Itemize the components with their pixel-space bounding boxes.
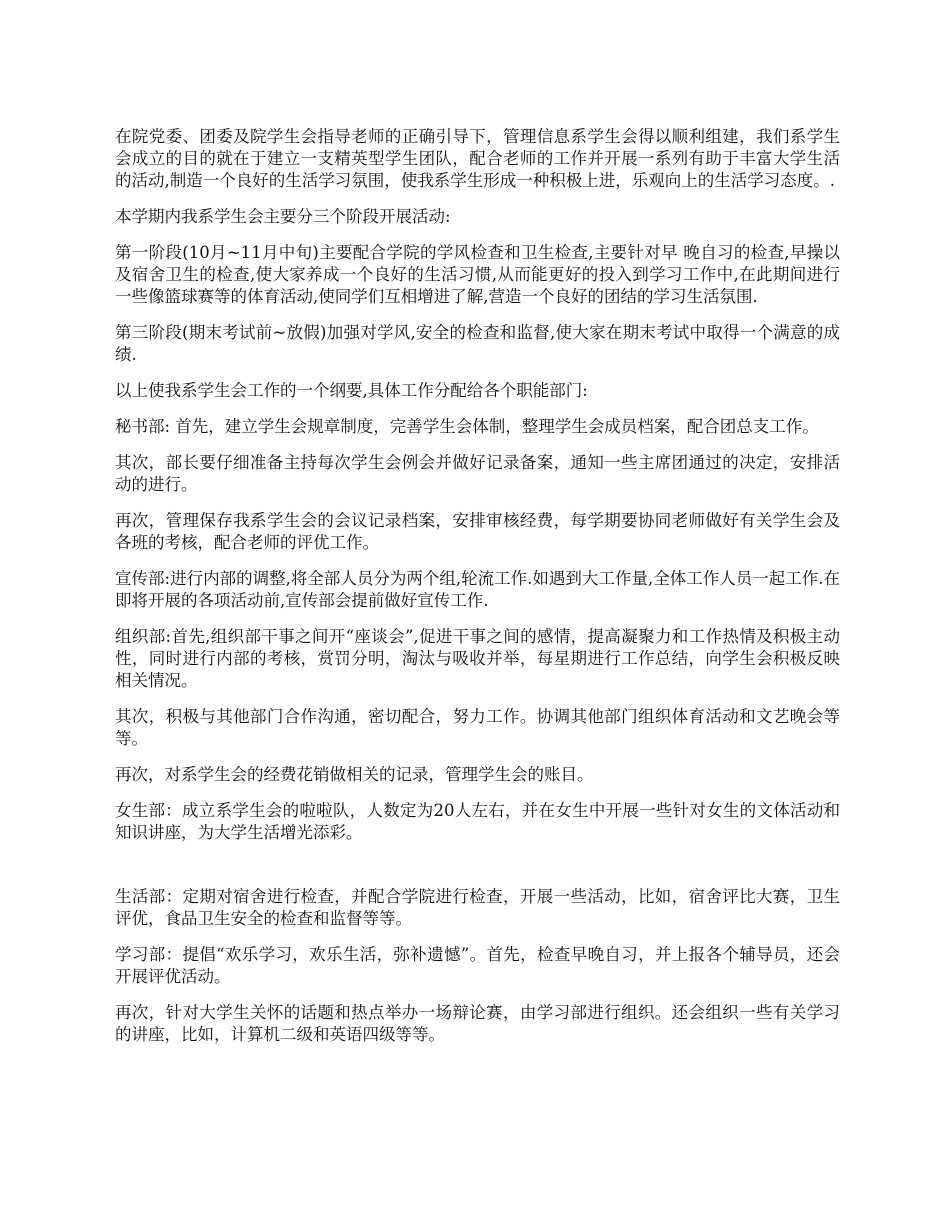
secretariat-paragraph: 秘书部: 首先，建立学生会规章制度，完善学生会体制，整理学生会成员档案，配合团总支工作。 — [115, 417, 819, 436]
stages-intro-paragraph: 本学期内我系学生会主要分三个阶段开展活动: — [115, 207, 451, 226]
organization-paragraph: 组织部:首先,组织部干事之间开“座谈会”,促进干事之间的感情，提高凝聚力和工作热情及积极主动性，同时进行内部的考核，赏罚分明，淘汰与吸收并举，每星期进行工作总结，向学生会积极反映相关情况。 — [115, 627, 840, 690]
secretariat-second-paragraph: 其次，部长要仔细准备主持每次学生会例会并做好记录备案，通知一些主席团通过的决定，安排活动的进行。 — [115, 453, 840, 494]
female-department-paragraph: 女生部：成立系学生会的啦啦队，人数定为20人左右，并在女生中开展一些针对女生的文体活动和知识讲座，为大学生活增光添彩。 — [115, 801, 840, 842]
study-department-second-paragraph: 再次，针对大学生关怀的话题和热点举办一场辩论赛，由学习部进行组织。还会组织一些有关学习的讲座，比如，计算机二级和英语四级等等。 — [115, 1003, 840, 1044]
stage-three-paragraph: 第三阶段(期末考试前~放假)加强对学风,安全的检查和监督,使大家在期末考试中取得一个满意的成绩. — [115, 323, 840, 364]
organization-second-paragraph: 其次，积极与其他部门合作沟通，密切配合，努力工作。协调其他部门组织体育活动和文艺晚会等等。 — [115, 707, 840, 748]
life-department-paragraph: 生活部：定期对宿舍进行检查，并配合学院进行检查，开展一些活动，比如，宿舍评比大赛，卫生评优，食品卫生安全的检查和监督等等。 — [115, 887, 840, 928]
stage-one-paragraph: 第一阶段(10月~11月中旬)主要配合学院的学风检查和卫生检查,主要针对早 晚自习的检查,早操以及宿舍卫生的检查,使大家养成一个良好的生活习惯,从而能更好的投入到学习工作中,在此期间进行一些像篮球赛等的体育活动,使同学们互相增进了解,营造一个良好的团结的学习生活氛围. — [115, 243, 840, 306]
intro-paragraph: 在院党委、团委及院学生会指导老师的正确引导下，管理信息系学生会得以顺利组建，我们系学生会成立的目的就在于建立一支精英型学生团队，配合老师的工作并开展一系列有助于丰富大学生活的活动,制造一个良好的生活学习氛围，使我系学生形成一种积极上进，乐观向上的生活学习态度。. — [115, 127, 840, 190]
publicity-paragraph: 宣传部:进行内部的调整,将全部人员分为两个组,轮流工作.如遇到大工作量,全体工作人员一起工作.在即将开展的各项活动前,宣传部会提前做好宣传工作. — [115, 569, 840, 610]
study-department-paragraph: 学习部：提倡“欢乐学习，欢乐生活，弥补遗憾”。首先，检查早晚自习，并上报各个辅导员，还会开展评优活动。 — [115, 945, 840, 986]
secretariat-third-paragraph: 再次，管理保存我系学生会的会议记录档案，安排审核经费，每学期要协同老师做好有关学生会及各班的考核，配合老师的评优工作。 — [115, 511, 840, 552]
section-spacer — [115, 858, 840, 886]
document-body — [115, 126, 840, 1060]
outline-paragraph: 以上使我系学生会工作的一个纲要,具体工作分配给各个职能部门: — [115, 381, 588, 400]
organization-third-paragraph: 再次，对系学生会的经费花销做相关的记录，管理学生会的账目。 — [115, 765, 594, 784]
